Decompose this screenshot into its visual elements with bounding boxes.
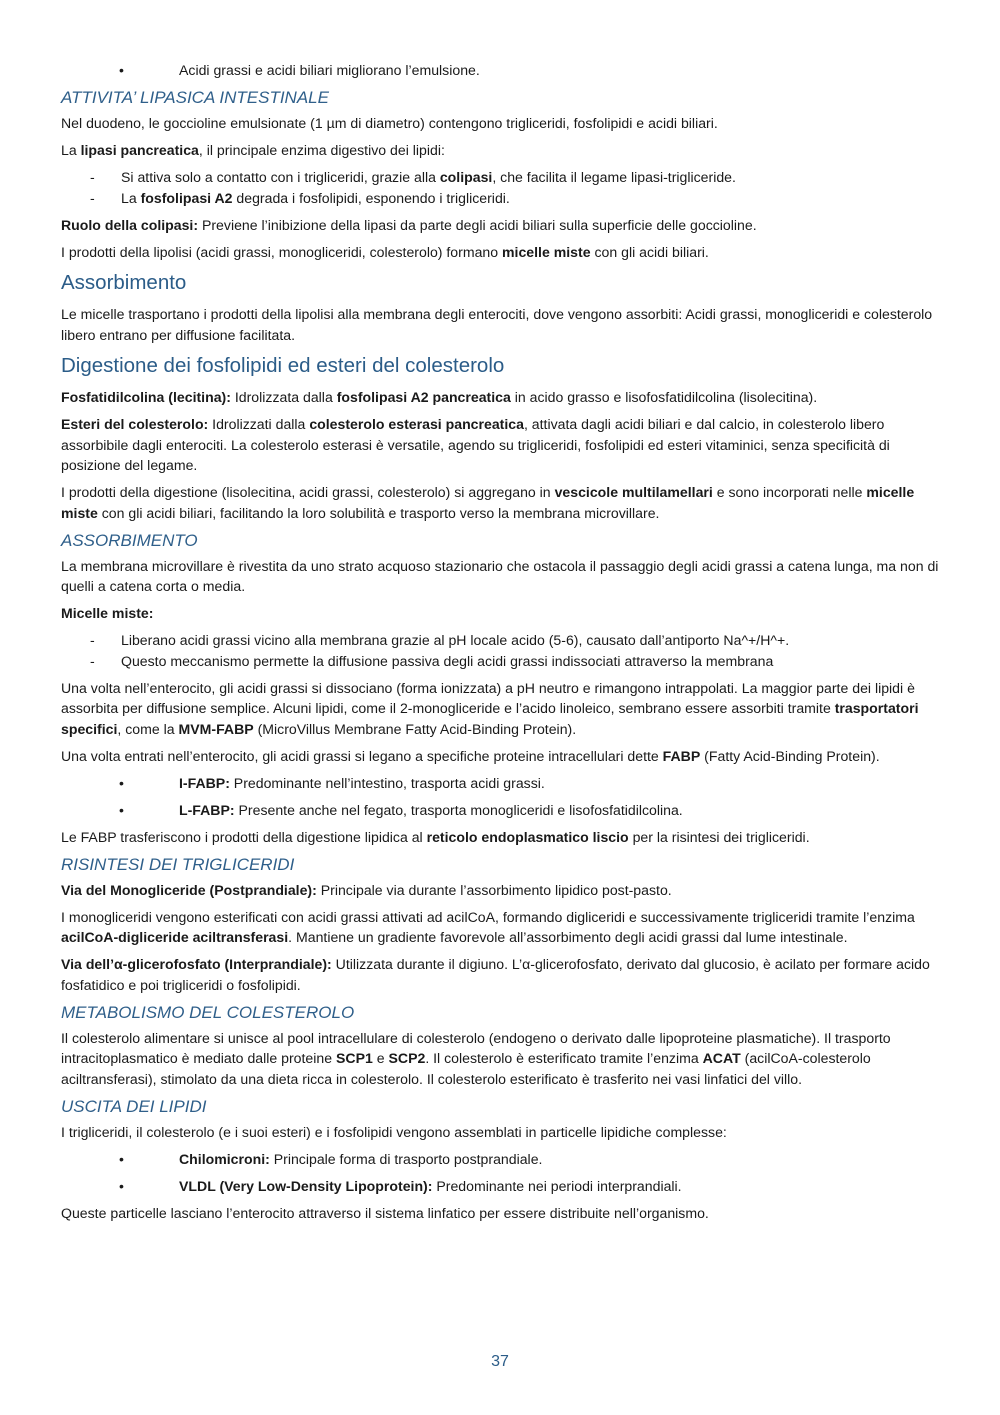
bold-term: reticolo endoplasmatico liscio: [426, 828, 629, 845]
text-run: , che facilita il legame lipasi-trigliceride.: [492, 169, 736, 185]
dash-list-item: [61, 188, 941, 209]
bold-term: colipasi: [439, 169, 493, 185]
text-run: Idrolizzata dalla: [230, 389, 337, 405]
bold-term: Micelle miste:: [61, 605, 154, 621]
text-run: (Fatty Acid-Binding Protein).: [700, 747, 880, 764]
paragraph: [61, 827, 941, 848]
text-run: . Mantiene un gradiente favorevole all’assorbimento degli acidi grassi dal lume intestinale.: [288, 929, 848, 945]
bold-term: ACAT: [702, 1050, 741, 1066]
text-run: I trigliceridi, il colesterolo (e i suoi esteri) e i fosfolipidi vengono assemblati in particelle lipidiche complesse:: [61, 1123, 727, 1140]
text-run: (MicroVillus Membrane Fatty Acid-Binding Protein).: [253, 720, 577, 737]
bold-term: SCP2: [388, 1050, 426, 1066]
bold-term: trasportatori specifici: [61, 700, 919, 737]
bullet-item: [61, 800, 941, 821]
bold-term: I-FABP:: [179, 774, 230, 791]
dash-list-item: [61, 651, 941, 672]
paragraph: [61, 242, 941, 263]
dash-list: [61, 630, 941, 671]
bold-term: micelle miste: [61, 484, 915, 521]
text-run: Si attiva solo a contatto con i trigliceridi, grazie alla: [121, 169, 440, 185]
bullet-item: [61, 60, 941, 81]
paragraph: [61, 907, 941, 948]
bold-term: lipasi pancreatica: [80, 142, 199, 158]
paragraph: [61, 678, 941, 740]
text-run: Questo meccanismo permette la diffusione passiva degli acidi grassi indissociati attraverso la membrana: [121, 652, 774, 669]
dash-list-item: [61, 630, 941, 651]
subsection-heading: ATTIVITA’ LIPASICA INTESTINALE: [61, 88, 329, 107]
text-run: (acilCoA-colesterolo aciltransferasi), stimolato da una dieta ricca in colesterolo. Il colesterolo esterificato è trasferito nei vasi linfatici del villo.: [61, 1050, 871, 1087]
bold-term: L-FABP:: [179, 801, 235, 818]
text-run: in acido grasso e lisofosfatidilcolina (lisolecitina).: [510, 389, 818, 405]
text-run: , come la: [117, 720, 179, 737]
paragraph: [61, 603, 941, 624]
bold-term: Fosfatidilcolina (lecitina):: [61, 389, 231, 405]
paragraph: [61, 140, 941, 161]
paragraph: [61, 880, 941, 901]
subsection-heading: METABOLISMO DEL COLESTEROLO: [61, 1002, 355, 1022]
bold-term: FABP: [662, 747, 701, 764]
bold-term: Esteri del colesterolo:: [61, 416, 209, 432]
subsection-heading: RISINTESI DEI TRIGLICERIDI: [61, 854, 295, 874]
bold-term: Via dell’α-glicerofosfato (Interprandiale):: [61, 956, 332, 972]
paragraph: [61, 954, 941, 995]
bold-term: vescicole multilamellari: [554, 484, 713, 500]
paragraph: [61, 414, 941, 476]
text-run: Liberano acidi grassi vicino alla membrana grazie al pH locale acido (5-6), causato dall’antiporto Na^+/H^+.: [121, 632, 790, 648]
paragraph: [61, 1122, 941, 1143]
text-run: , il principale enzima digestivo dei lipidi:: [198, 142, 445, 158]
text-run: e: [372, 1050, 389, 1066]
paragraph: [61, 482, 941, 523]
text-run: Queste particelle lasciano l’enterocito attraverso il sistema linfatico per essere distribuite nell’organismo.: [61, 1204, 709, 1221]
bold-term: micelle miste: [502, 243, 591, 260]
text-run: La: [121, 189, 141, 206]
bold-term: colesterolo esterasi pancreatica: [309, 416, 524, 432]
subsection-heading: USCITA DEI LIPIDI: [61, 1096, 207, 1116]
text-run: Idrolizzati dalla: [208, 416, 310, 432]
text-run: Predominante nei periodi interprandiali.: [432, 1177, 682, 1194]
paragraph: [61, 215, 941, 236]
paragraph: [61, 387, 941, 408]
text-run: Nel duodeno, le goccioline emulsionate (1 µm di diametro) contengono trigliceridi, fosfolipidi e acidi biliari.: [61, 115, 718, 131]
document-page: [61, 60, 941, 1230]
paragraph: [61, 1203, 941, 1224]
text-run: Acidi grassi e acidi biliari migliorano l’emulsione.: [179, 62, 480, 78]
text-run: con gli acidi biliari, facilitando la loro solubilità e trasporto verso la membrana microvillare.: [97, 504, 660, 521]
text-run: per la risintesi dei trigliceridi.: [628, 828, 810, 845]
text-run: Una volta entrati nell’enterocito, gli acidi grassi si legano a specifiche proteine intracellulari dette: [61, 747, 663, 764]
section-heading: Assorbimento: [61, 271, 187, 294]
text-run: I monogliceridi vengono esterificati con acidi grassi attivati ad acilCoA, formando digliceridi e successivamente trigliceridi tramite l’enzima: [61, 908, 915, 925]
text-run: Principale forma di trasporto postprandiale.: [269, 1150, 543, 1167]
bold-term: SCP1: [335, 1050, 373, 1066]
text-run: La: [61, 142, 81, 158]
paragraph: [61, 746, 941, 767]
text-run: Previene l’inibizione della lipasi da parte degli acidi biliari sulla superficie delle goccioline.: [198, 216, 757, 233]
subsection-heading: ASSORBIMENTO: [61, 530, 198, 550]
text-run: con gli acidi biliari.: [590, 243, 709, 260]
text-run: Utilizzata durante il digiuno. L’α-glicerofosfato, derivato dal glucosio, è acilato per formare acido fosfatidico e poi trigliceridi o fosfolipidi.: [61, 956, 930, 993]
bold-term: MVM-FABP: [178, 720, 254, 737]
text-run: . Il colesterolo è esterificato tramite l’enzima: [425, 1050, 703, 1066]
bold-term: Ruolo della colipasi:: [61, 216, 199, 233]
text-run: e sono incorporati nelle: [712, 484, 867, 500]
text-run: Presente anche nel fegato, trasporta monogliceridi e lisofosfatidilcolina.: [234, 801, 683, 818]
text-run: , attivata dagli acidi biliari e dal calcio, in colesterolo libero assorbibile dagli enterociti. La colesterolo esterasi è versatile, agendo su trigliceridi, fosfolipidi ed esteri vitaminici, senza specificità di posizione del legame.: [61, 416, 890, 473]
text-run: Le FABP trasferiscono i prodotti della digestione lipidica al: [61, 828, 427, 845]
paragraph: [61, 113, 941, 134]
text-run: Il colesterolo alimentare si unisce al pool intracellulare di colesterolo (endogeno o derivato dalle lipoproteine plasmatiche). Il trasporto intracitoplasmatico è mediato dalle proteine: [61, 1029, 891, 1066]
text-run: degrada i fosfolipidi, esponendo i trigliceridi.: [232, 189, 510, 206]
bullet-item: [61, 1176, 941, 1197]
text-run: Una volta nell’enterocito, gli acidi grassi si dissociano (forma ionizzata) a pH neutro e rimangono intrappolati. La maggior parte dei lipidi è assorbita per diffusione semplice. Alcuni lipidi, come il 2-monogliceride e l’acido linoleico, sembrano essere assorbiti tramite: [61, 679, 915, 716]
text-run: Le micelle trasportano i prodotti della lipolisi alla membrana degli enterociti, dove vengono assorbiti: Acidi grassi, monogliceridi e colesterolo libero entrano per diffusione facilitata.: [61, 306, 933, 343]
bold-term: fosfolipasi A2 pancreatica: [336, 389, 511, 405]
bold-term: VLDL (Very Low-Density Lipoprotein):: [179, 1177, 433, 1194]
dash-list-item: [61, 167, 941, 188]
bullet-item: [61, 1149, 941, 1170]
bold-term: Chilomicroni:: [179, 1150, 270, 1167]
paragraph: [61, 304, 941, 345]
section-heading: Digestione dei fosfolipidi ed esteri del colesterolo: [61, 354, 505, 377]
dash-list: [61, 167, 941, 208]
bold-term: fosfolipasi A2: [140, 189, 233, 206]
bold-term: acilCoA-digliceride aciltransferasi: [61, 929, 289, 945]
text-run: Predominante nell’intestino, trasporta acidi grassi.: [229, 774, 545, 791]
bullet-item: [61, 773, 941, 794]
paragraph: [61, 1028, 941, 1090]
text-run: I prodotti della digestione (lisolecitina, acidi grassi, colesterolo) si aggregano in: [61, 484, 555, 500]
bold-term: Via del Monogliceride (Postprandiale):: [61, 881, 317, 898]
paragraph: [61, 556, 941, 597]
text-run: La membrana microvillare è rivestita da uno strato acquoso stazionario che ostacola il passaggio degli acidi grassi a catena lunga, ma non di quelli a catena corta o media.: [61, 557, 939, 594]
text-run: I prodotti della lipolisi (acidi grassi, monogliceridi, colesterolo) formano: [61, 243, 503, 260]
page-number: 37: [491, 1353, 509, 1370]
text-run: Principale via durante l’assorbimento lipidico post-pasto.: [316, 881, 672, 898]
